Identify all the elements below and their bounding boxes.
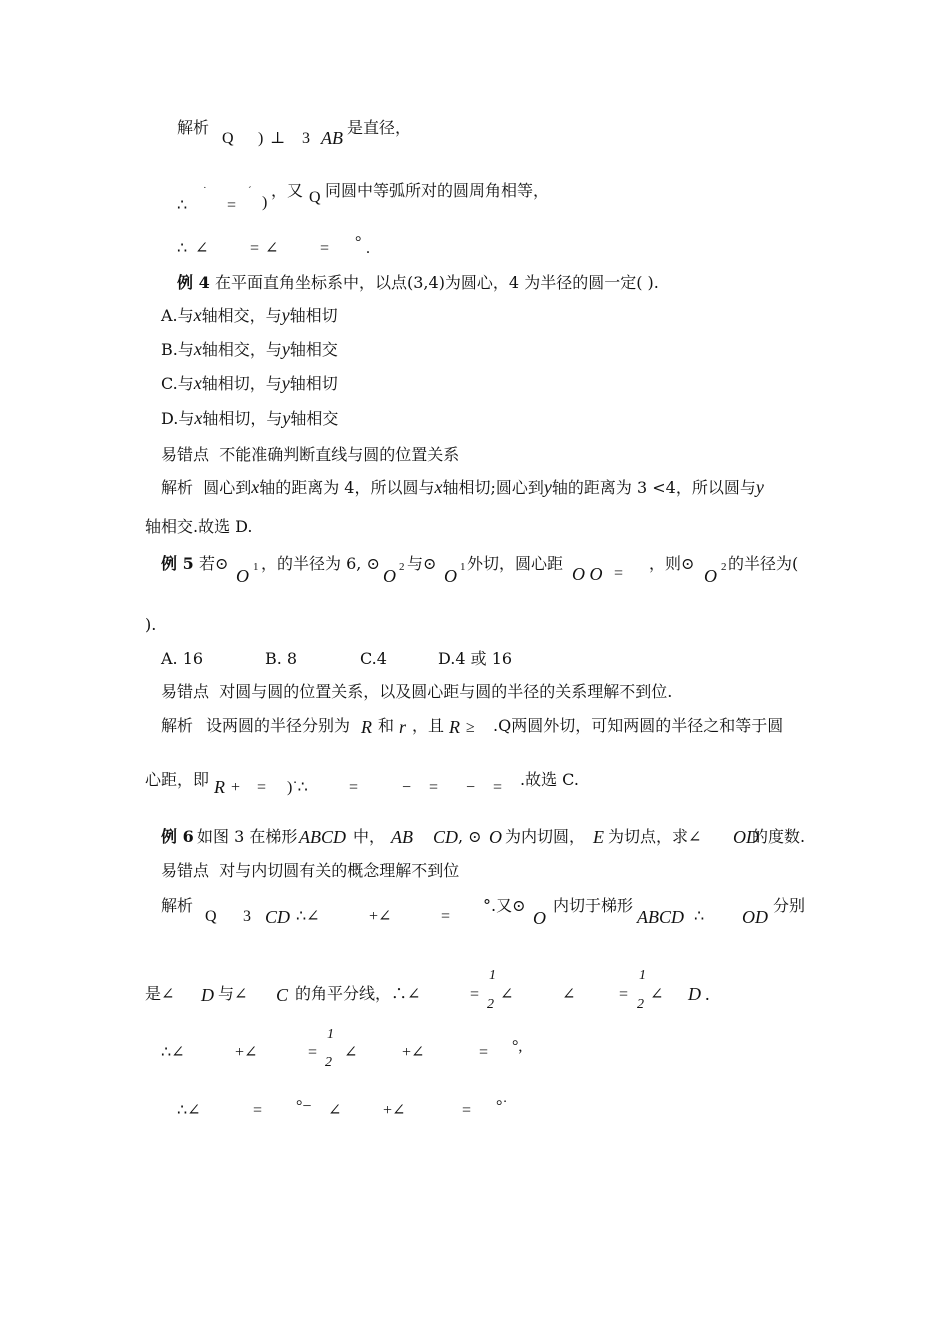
- text: 的角平分线，∴∠: [295, 984, 421, 1003]
- because-symbol: Q: [222, 130, 234, 147]
- text: 设两圆的半径分别为: [206, 716, 351, 735]
- equals: =: [308, 1044, 318, 1061]
- angle-symbol: ∠: [650, 986, 664, 1003]
- equals: =: [441, 908, 451, 925]
- text: .Q两圆外切，可知两圆的半径之和等于圆: [493, 716, 784, 735]
- segment-cd: CD: [433, 827, 459, 847]
- angle-symbol: ∠: [328, 1102, 342, 1119]
- text: 分别: [773, 896, 806, 915]
- geq-symbol: ≥: [466, 719, 475, 736]
- therefore-angle: ∴∠: [161, 1044, 185, 1061]
- segment-od: OD: [742, 907, 768, 927]
- circle-o: O: [533, 908, 546, 928]
- frac-numerator: 1: [639, 968, 646, 983]
- text: ，的半径为 6, ⊙: [261, 554, 380, 573]
- text: 与∠: [218, 984, 248, 1003]
- var-r: R: [361, 717, 372, 737]
- perp-symbol: ⊥: [270, 130, 286, 147]
- option-c: C.4: [360, 649, 387, 668]
- angle-symbol: ∠: [562, 986, 576, 1003]
- option-d: D.4 或 16: [438, 649, 513, 668]
- equals: =: [257, 779, 267, 796]
- point-d: D .: [688, 984, 710, 1004]
- equals: =: [619, 986, 629, 1003]
- digit: 3: [302, 130, 310, 147]
- var-r-small: r: [399, 717, 407, 737]
- paren: ): [262, 194, 268, 211]
- text: 是∠: [145, 984, 175, 1003]
- angle-symbol: ∠: [195, 240, 209, 257]
- analysis-label: 解析: [177, 118, 210, 137]
- circle-o2: O: [704, 566, 717, 586]
- segment-cd: CD: [265, 907, 291, 927]
- circle-o: O: [489, 827, 502, 847]
- frac-numerator: 1: [489, 968, 496, 983]
- circle-o1: O: [444, 566, 457, 586]
- example-4-question: 在平面直角坐标系中，以点(3,4)为圆心，4 为半径的圆一定( ).: [215, 273, 659, 292]
- option-d: D.与x轴相切，与y轴相交: [161, 408, 339, 428]
- equals: =: [429, 779, 439, 796]
- analysis-label: 解析: [161, 716, 194, 735]
- text: , ⊙: [458, 827, 482, 846]
- plus-angle: +∠: [402, 1044, 425, 1061]
- text: 如图 3 在梯形: [197, 827, 298, 846]
- degree-symbol: °,: [512, 1038, 523, 1055]
- error-point-5: 易错点 对圆与圆的位置关系，以及圆心距与圆的半径的关系理解不到位.: [161, 682, 673, 701]
- var-r: R: [214, 777, 225, 797]
- frac-denominator: 2: [637, 997, 644, 1012]
- plus-angle: +∠: [369, 908, 392, 925]
- degree-symbol: °˙: [496, 1098, 508, 1115]
- minus: −: [402, 779, 412, 796]
- degree-minus: °−: [296, 1098, 312, 1115]
- point-e: E: [593, 827, 604, 847]
- text: 为切点，求∠: [608, 827, 702, 846]
- option-b: B.与x轴相交，与y轴相交: [161, 339, 338, 359]
- digit: 3: [243, 908, 251, 925]
- angle-symbol: ∠: [265, 240, 279, 257]
- text: 的半径为(: [728, 554, 799, 573]
- text: 心距，即: [145, 770, 210, 789]
- equals: =: [349, 779, 359, 796]
- text: ，则⊙: [649, 554, 695, 573]
- analysis-label: 解析: [161, 896, 194, 915]
- equals: =: [462, 1102, 472, 1119]
- subscript: 1: [253, 561, 259, 573]
- text: ，且: [412, 716, 445, 735]
- equals: =: [227, 197, 237, 214]
- angle-symbol: ∠: [500, 986, 514, 1003]
- equals: =: [614, 565, 624, 582]
- subscript: 2: [721, 561, 727, 573]
- angle-symbol: ∠: [344, 1044, 358, 1061]
- therefore-symbol: ∴: [177, 197, 188, 214]
- dot-mark: ˙: [203, 185, 207, 197]
- text: 的度数.: [752, 827, 806, 846]
- because-symbol: Q: [205, 908, 217, 925]
- text: °.又⊙: [483, 896, 526, 915]
- because-symbol: Q: [309, 189, 321, 206]
- minus: −: [466, 779, 476, 796]
- frac-denominator: 2: [325, 1055, 332, 1070]
- text: ).: [145, 615, 157, 634]
- circle-o1: O: [236, 566, 249, 586]
- text: 中，: [353, 827, 386, 846]
- segment-od: OD: [733, 827, 759, 847]
- error-point-4: 易错点 不能准确判断直线与圆的位置关系: [161, 445, 460, 464]
- var-r: R: [449, 717, 460, 737]
- example-5-label: 例 5: [161, 554, 194, 573]
- paren: ): [258, 130, 264, 147]
- therefore-symbol: ∴: [177, 240, 188, 257]
- option-a: A.与x轴相交，与y轴相切: [161, 305, 338, 325]
- text: 外切，圆心距: [467, 554, 564, 573]
- subscript: 1: [460, 561, 466, 573]
- equals: =: [320, 240, 330, 257]
- option-b: B. 8: [265, 649, 298, 668]
- subscript: 2: [399, 561, 405, 573]
- error-point-6: 易错点 对与内切圆有关的概念理解不到位: [161, 861, 460, 880]
- therefore-symbol: ∴: [694, 908, 705, 925]
- center-distance: O O: [572, 564, 603, 584]
- equals: =: [470, 986, 480, 1003]
- point-c: C: [276, 985, 289, 1005]
- therefore-angle: ∴∠: [296, 908, 320, 925]
- example-4-label: 例 4: [177, 273, 210, 292]
- option-a: A. 16: [161, 649, 204, 668]
- trapezoid-abcd: ABCD: [299, 827, 346, 847]
- equals: =: [479, 1044, 489, 1061]
- plus-angle: +∠: [383, 1102, 406, 1119]
- plus: +: [231, 779, 241, 796]
- text: 为内切圆，: [505, 827, 586, 846]
- equals: =: [493, 779, 503, 796]
- text: )˙∴: [287, 779, 308, 796]
- option-c: C.与x轴相切，与y轴相切: [161, 373, 338, 393]
- text: ，又: [271, 181, 304, 200]
- period: .: [366, 240, 370, 257]
- analysis-4-line2: 轴相交.故选 D.: [145, 517, 253, 536]
- frac-denominator: 2: [487, 997, 494, 1012]
- degree-symbol: °: [355, 234, 362, 251]
- frac-numerator: 1: [327, 1027, 334, 1042]
- segment-ab: AB: [321, 128, 343, 148]
- segment-ab: AB: [391, 827, 413, 847]
- equals: =: [253, 1102, 263, 1119]
- text: 与⊙: [407, 554, 437, 573]
- text: .故选 C.: [520, 770, 579, 789]
- text: 和: [378, 716, 395, 735]
- therefore-angle: ∴∠: [177, 1102, 201, 1119]
- circle-o2: O: [383, 566, 396, 586]
- plus-angle: +∠: [235, 1044, 258, 1061]
- text: 同圆中等弧所对的圆周角相等，: [325, 181, 550, 200]
- tick-mark: ˊ: [248, 185, 252, 197]
- text: 内切于梯形: [553, 896, 634, 915]
- point-d: D: [201, 985, 214, 1005]
- example-6-label: 例 6: [161, 827, 194, 846]
- text: 若⊙: [199, 554, 229, 573]
- equals: =: [250, 240, 260, 257]
- analysis-4-line1: 解析 圆心到x轴的距离为 4，所以圆与x轴相切;圆心到y轴的距离为 3 <4，所以圆与y: [161, 477, 764, 497]
- trapezoid-abcd: ABCD: [637, 907, 684, 927]
- text: 是直径，: [347, 118, 412, 137]
